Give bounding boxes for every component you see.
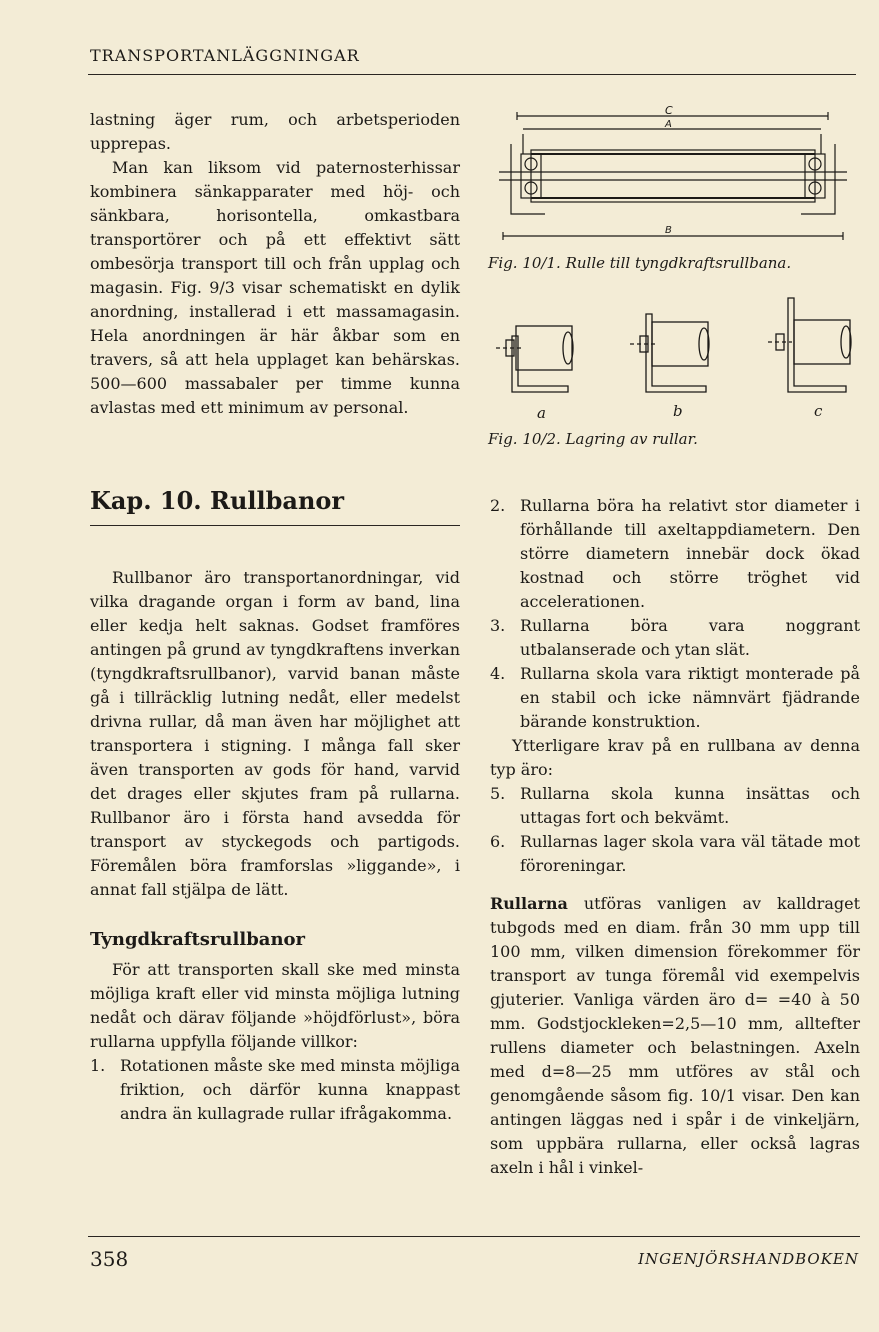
list-item xyxy=(490,614,860,662)
list-item xyxy=(90,1054,460,1126)
list-item xyxy=(490,494,860,614)
list-item-number: 5. xyxy=(490,784,506,803)
list-item xyxy=(490,782,860,830)
chapter-title: Kap. 10. Rullbanor xyxy=(90,486,460,526)
further-requirements-list xyxy=(490,782,860,878)
list-item-text: Rullarna skola vara riktigt monterade på en stabil och icke nämnvärt fjädrande bärande konstruktion. xyxy=(520,664,860,731)
conditions-list-part-1 xyxy=(90,1054,460,1126)
figure-label-a: a xyxy=(537,404,546,422)
figure-label-c: c xyxy=(814,402,823,420)
dimension-label-c: C xyxy=(665,104,673,117)
list-item-number: 2. xyxy=(490,496,506,515)
intro-text xyxy=(90,108,460,420)
book-title: INGENJÖRSHANDBOKEN xyxy=(638,1250,859,1268)
closing-paragraph-lead: Rullarna xyxy=(490,894,568,913)
page-number: 358 xyxy=(90,1247,129,1271)
closing-paragraph xyxy=(490,892,860,1180)
bearing-figure-drawing xyxy=(488,292,860,396)
right-column-body xyxy=(490,494,860,1180)
list-item-text: Rullarnas lager skola vara väl tätade mot föroreningar. xyxy=(520,832,860,875)
dimension-label-b: B xyxy=(665,225,672,236)
list-item-text: Rullarna skola kunna insättas och uttagas fort och bekvämt. xyxy=(520,784,860,827)
list-item-number: 6. xyxy=(490,832,506,851)
chapter-intro-paragraph: Rullbanor äro transportanordningar, vid vilka dragande organ i form av band, lina eller kedja helt saknas. Godset framföres antingen på grund av tyngdkraftens inverkan (tyngdkraftsrullbanor), varvid banan måste gå i tillräcklig lutning nedåt, eller medelst drivna rullar, då man även har möjlighet att transportera i stigning. I många fall sker även transporten av gods för hand, varvid det drages eller skjutes fram på rullarna. Rullbanor äro i första hand avsedda för transport av styckegods och partigods. Föremålen böra framforslas »liggande», i annat fall stjälpa de lätt. xyxy=(90,568,460,899)
list-item-number: 1. xyxy=(90,1056,106,1075)
section-title: Tyngdkraftsrullbanor xyxy=(90,929,306,950)
intro-paragraph-2: Man kan liksom vid paternosterhissar kombinera sänkapparater med höj- och sänkbara, horisontella, omkastbara transportörer och på ett effektivt sätt ombesörja transport till och från upplag och magasin. Fig. 9/3 visar schematiskt en dylik anordning, installerad i ett massamagasin. Hela anordningen är här åkbar som en travers, så att hela upplaget kan behärskas. 500—600 massabaler per timme kunna avlastas med ett minimum av personal. xyxy=(90,158,460,417)
list-item-number: 3. xyxy=(490,616,506,635)
list-item xyxy=(490,662,860,734)
footer-rule xyxy=(88,1236,860,1237)
section-intro-paragraph: För att transporten skall ske med minsta möjliga kraft eller vid minsta möjliga lutning nedåt och därav följande »höjdförlust», böra rullarna uppfylla följande villkor: xyxy=(90,960,460,1051)
running-head: TRANSPORTANLÄGGNINGAR xyxy=(90,46,360,65)
figure-label-b: b xyxy=(673,402,683,420)
list-item-number: 4. xyxy=(490,664,506,683)
intro-paragraph-1: lastning äger rum, och arbetsperioden upprepas. xyxy=(90,110,460,153)
figure-10-2-caption: Fig. 10/2. Lagring av rullar. xyxy=(488,430,698,448)
figure-10-1-caption: Fig. 10/1. Rulle till tyngdkraftsrullbana. xyxy=(488,254,792,272)
closing-paragraph-text: utföras vanligen av kalldraget tubgods med en diam. från 30 mm upp till 100 mm, vilken dimension förekommer för transport av tunga föremål vid exempelvis gjuterier. Vanliga värden äro d= =40 à 50 mm. Godstjockleken=2,5—10 mm, alltefter rullens diameter och belastningen. Axeln med d=8—25 mm utföres av stål och genomgående såsom fig. 10/1 visar. Den kan antingen läggas ned i spår i de vinkeljärn, som uppbära rullarna, eller också lagras axeln i hål i vinkel- xyxy=(490,894,860,1177)
conditions-list-part-2 xyxy=(490,494,860,734)
header-rule xyxy=(88,74,856,75)
further-requirements-intro: Ytterligare krav på en rullbana av denna typ äro: xyxy=(490,736,860,779)
list-item-text: Rotationen måste ske med minsta möjliga friktion, och därför kunna knappast andra än kullagrade rullar ifrågakomma. xyxy=(120,1056,460,1123)
dimension-label-a: A xyxy=(665,119,672,130)
list-item-text: Rullarna böra vara noggrant utbalanserade och ytan slät. xyxy=(520,616,860,659)
roller-figure-drawing xyxy=(495,104,855,250)
chapter-body xyxy=(90,566,460,1126)
list-item xyxy=(490,830,860,878)
list-item-text: Rullarna böra ha relativt stor diameter i förhållande till axeltappdiametern. Den större diametern innebär dock ökad kostnad och större tröghet vid accelerationen. xyxy=(520,496,860,611)
